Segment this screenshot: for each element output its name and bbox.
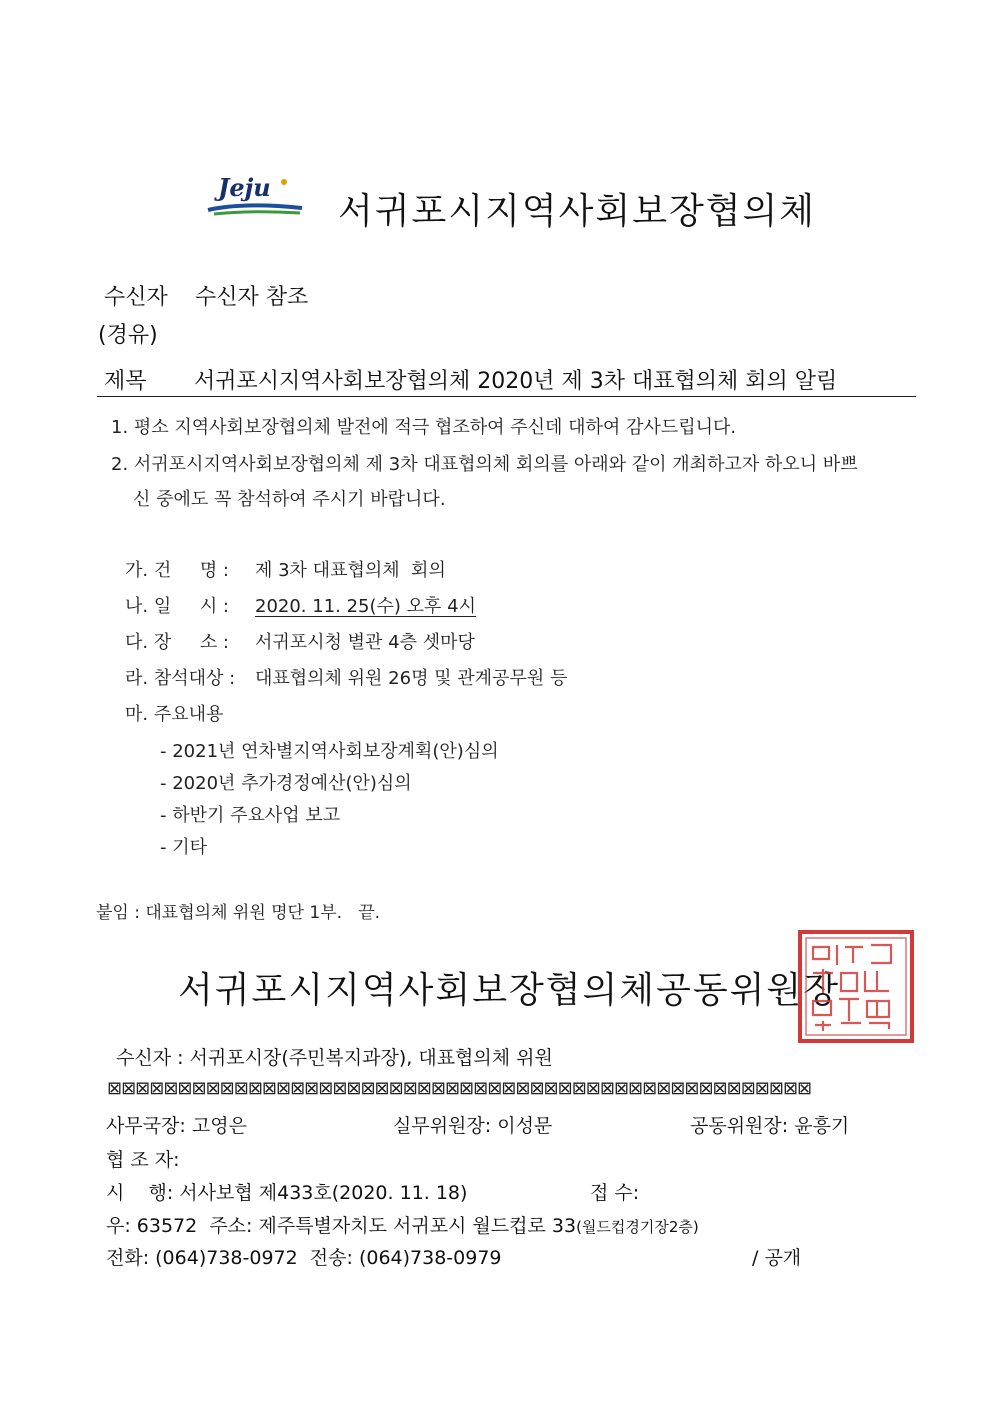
contact-info: 전화: (064)738-0972 전송: (064)738-0979	[106, 1247, 502, 1269]
paragraph-2-continued: 신 중에도 꼭 참석하여 주시기 바랍니다.	[133, 489, 446, 510]
subject-text: 서귀포시지역사회보장협의체 2020년 제 3차 대표협의체 회의 알림	[194, 369, 838, 394]
item-datetime-value: 2020. 11. 25(수) 오후 4시	[255, 596, 476, 617]
secretary-general: 사무국장: 고영은	[106, 1115, 247, 1137]
jeju-logo	[204, 174, 308, 220]
item-location-value: 서귀포시청 별관 4층 셋마당	[255, 632, 475, 653]
item-datetime-label: 나. 일 시 :	[125, 596, 230, 617]
item-event-name-label: 가. 건 명 :	[125, 560, 230, 581]
received-label: 접 수:	[590, 1182, 640, 1204]
cooperator-label: 협 조 자:	[106, 1149, 180, 1171]
agenda-item: - 2021년 연차별지역사회보장계획(안)심의	[160, 741, 499, 762]
sender-title: 서귀포시지역사회보장협의체공동위원장	[178, 970, 840, 1011]
address-main: 우: 63572 주소: 제주특별자치도 서귀포시 월드컵로 33	[106, 1215, 577, 1237]
subject-label: 제목	[104, 369, 147, 394]
jeju-logo-text: Jeju	[218, 174, 271, 202]
agenda-item: - 2020년 추가경정예산(안)심의	[160, 773, 412, 794]
item-attendees-value: 대표협의체 위원 26명 및 관계공무원 등	[255, 668, 568, 689]
enforcement-info: 시 행: 서사보협 제433호(2020. 11. 18)	[106, 1182, 468, 1204]
co-chair: 공동위원장: 윤흥기	[690, 1115, 850, 1137]
address-detail: (월드컵경기장2층)	[576, 1218, 699, 1236]
agenda-item: - 하반기 주요사업 보고	[160, 805, 341, 826]
item-event-name	[125, 556, 446, 582]
item-datetime	[125, 592, 476, 618]
paragraph-1: 1. 평소 지역사회보장협의체 발전에 적극 협조하여 주신데 대하여 감사드립니다.	[111, 417, 737, 438]
item-location-label: 다. 장 소 :	[125, 632, 230, 653]
disclosure-status: / 공개	[752, 1247, 802, 1269]
item-agenda	[125, 700, 223, 726]
org-title: 서귀포시지역사회보장협의체	[338, 191, 817, 232]
item-attendees-label: 라. 참석대상 :	[125, 668, 236, 689]
attachment-note: 붙임 : 대표협의체 위원 명단 1부. 끝.	[96, 903, 381, 923]
via-label: (경유)	[98, 323, 158, 348]
recipient-label: 수신자	[104, 285, 168, 310]
stamp-row: ⊠⊠⊠⊠⊠⊠⊠⊠⊠⊠⊠⊠⊠⊠⊠⊠⊠⊠⊠⊠⊠⊠⊠⊠⊠⊠⊠⊠⊠⊠⊠⊠⊠⊠⊠⊠⊠⊠⊠⊠⊠⊠⊠⊠⊠⊠⊠⊠⊠⊠	[107, 1078, 812, 1099]
official-seal-icon	[797, 929, 915, 1044]
address	[106, 1211, 699, 1238]
recipient-value: 수신자 참조	[195, 285, 309, 310]
item-attendees	[125, 664, 567, 690]
item-agenda-label: 마. 주요내용	[125, 704, 224, 725]
subject-divider	[97, 396, 916, 397]
working-chair: 실무위원장: 이성문	[393, 1115, 553, 1137]
distribution-list: 수신자 : 서귀포시장(주민복지과장), 대표협의체 위원	[116, 1047, 553, 1069]
paragraph-2: 2. 서귀포시지역사회보장협의체 제 3차 대표협의체 회의를 아래와 같이 개최하고자 하오니 바쁘	[111, 454, 858, 475]
agenda-item: - 기타	[160, 837, 207, 858]
item-event-name-value: 제 3차 대표협의체 회의	[255, 560, 446, 581]
item-location	[125, 628, 475, 654]
